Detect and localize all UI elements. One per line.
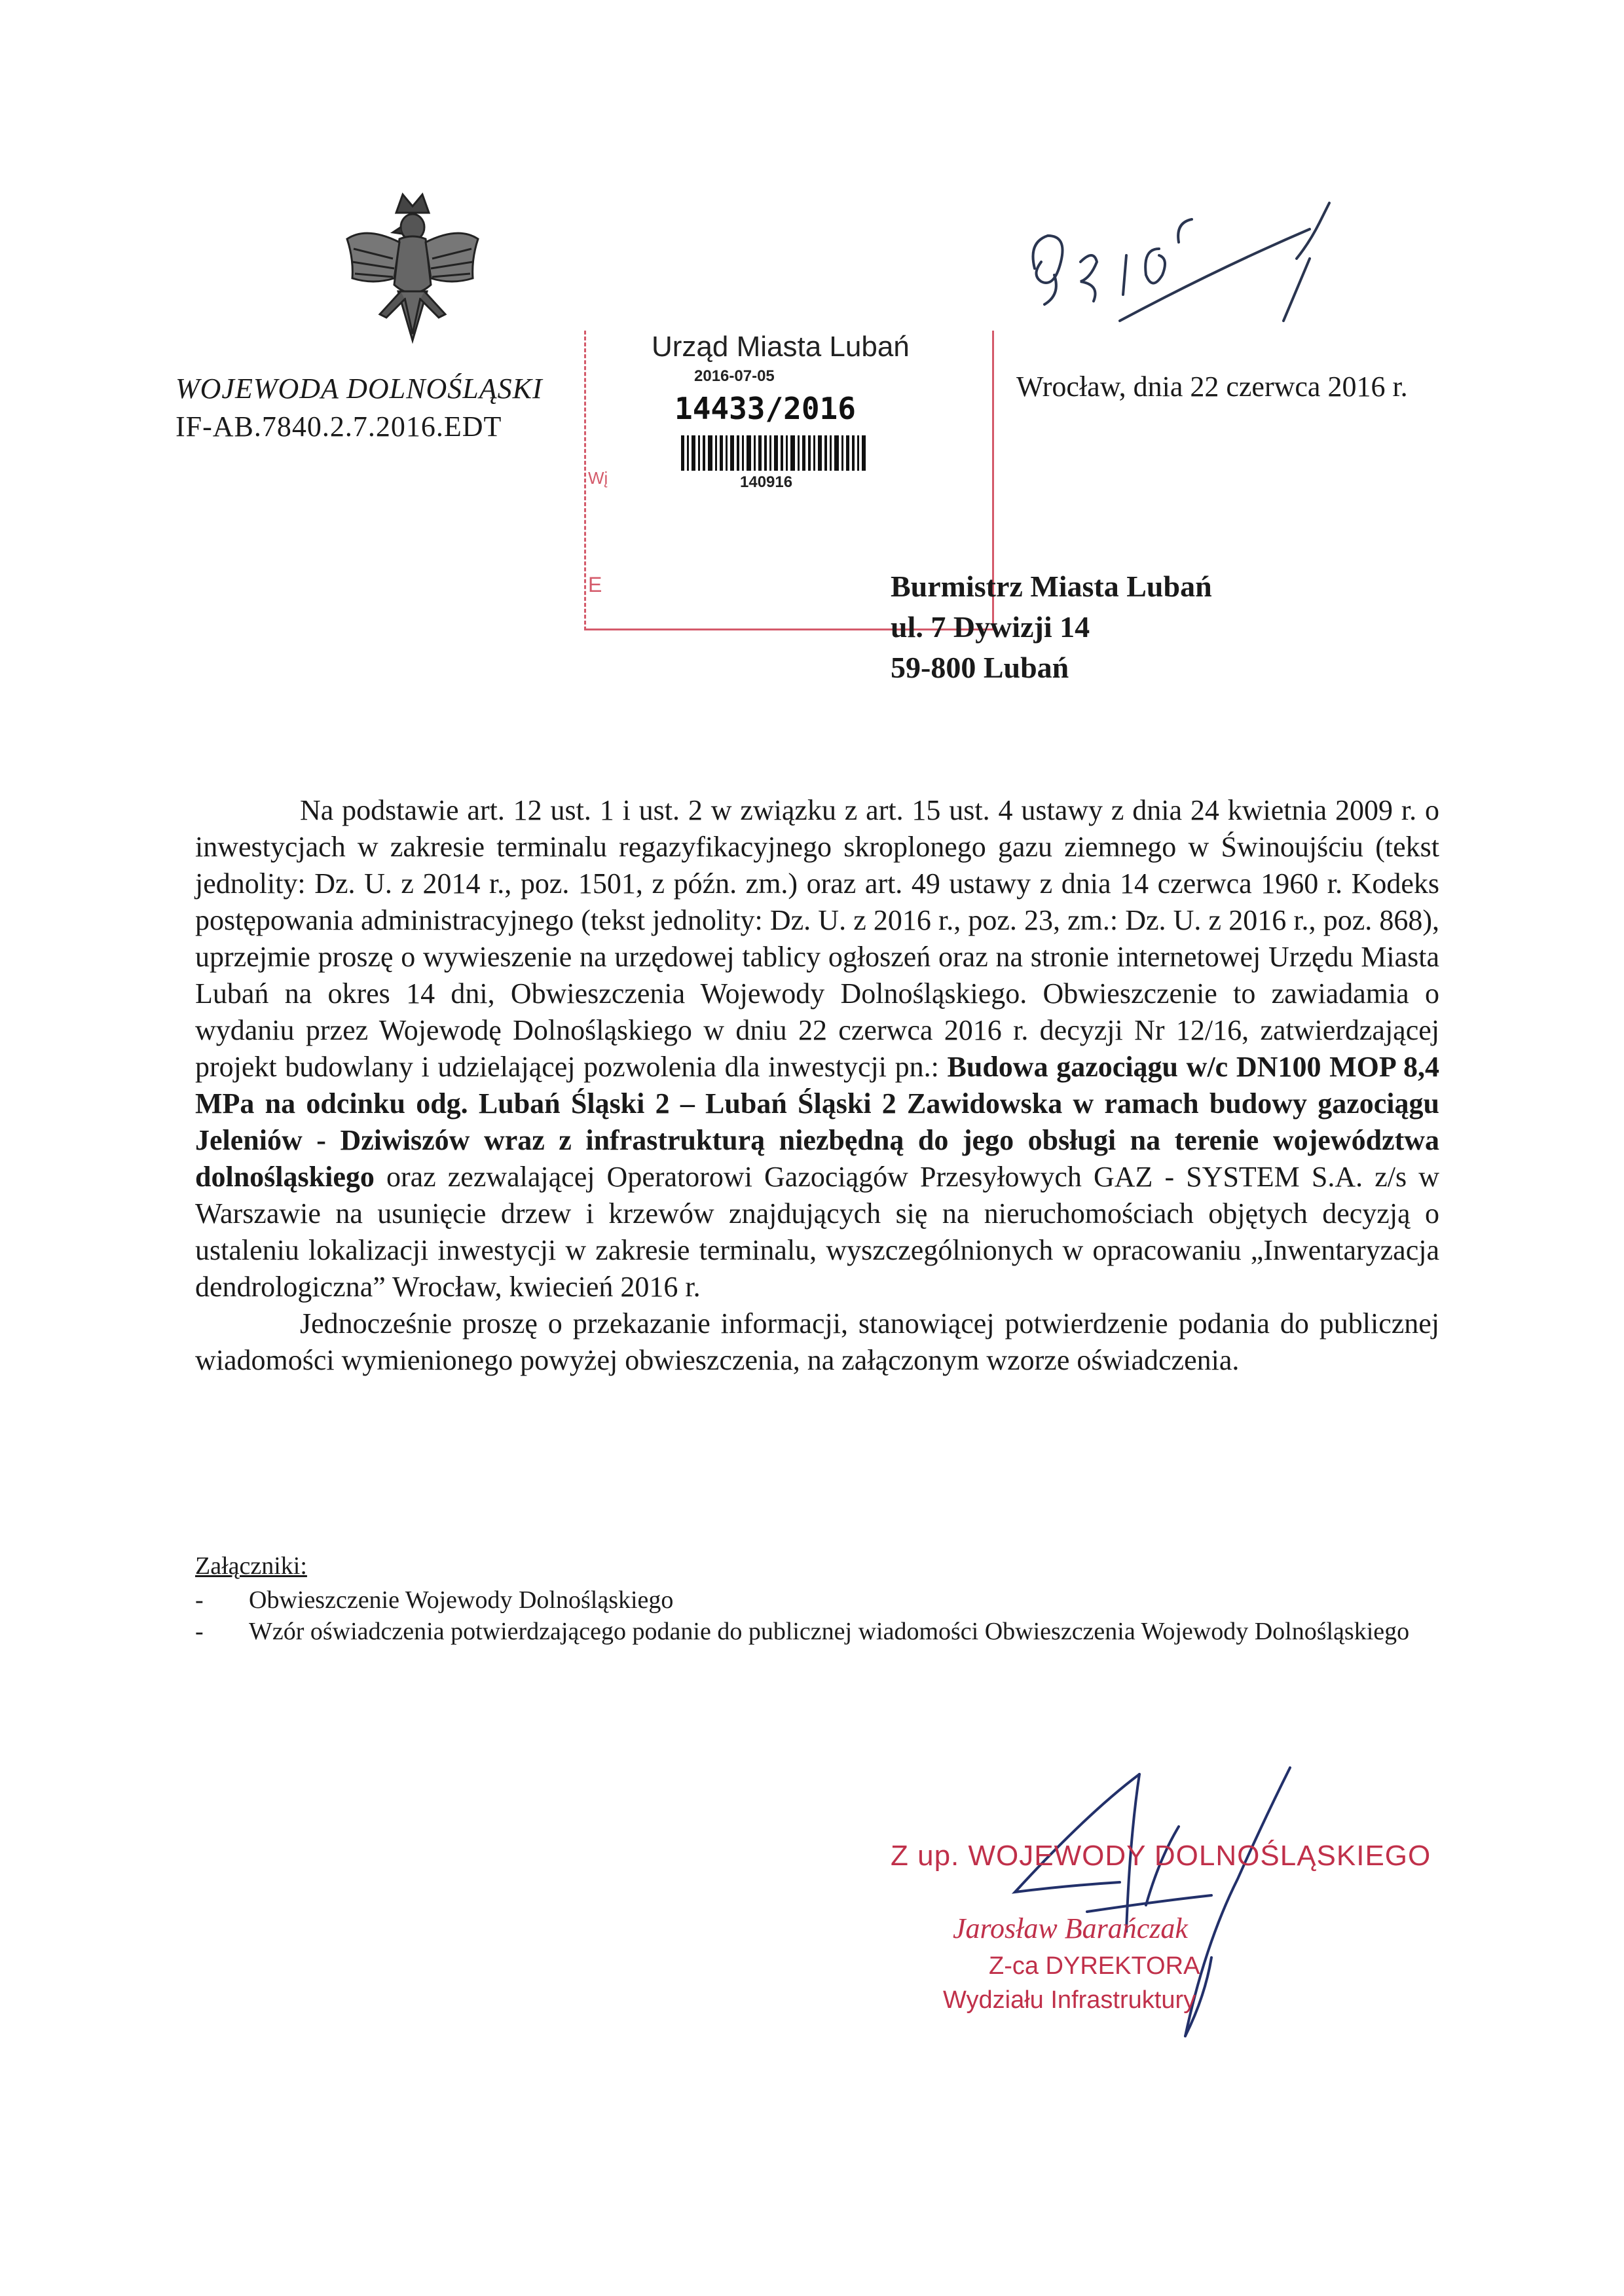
body-paragraph-2: Jednocześnie proszę o przekazanie informacji, stanowiącej potwierdzenie podania do publicznej wiadomości wymienionego powyżej obwieszczenia, na załączonym wzorze oświadczenia. [195,1307,1439,1376]
stamp-title: Urząd Miasta Lubań [652,331,910,363]
signature-authority: Z up. WOJEWODY DOLNOŚLĄSKIEGO [891,1840,1431,1872]
attachments-section [195,1550,1439,1647]
attachment-item: - Wzór oświadczenia potwierdzającego podanie do publicznej wiadomości Obwieszczenia Wojewody Dolnośląskiego [195,1616,1439,1647]
stamp-mark-w: Wį [588,468,608,488]
signatory-name: Jarosław Barańczak [953,1912,1188,1944]
stamp-date: 2016-07-05 [694,367,775,385]
bullet-dash: - [195,1586,204,1614]
attachments-list [195,1584,1439,1647]
signatory-position: Z-ca DYREKTORA [989,1952,1200,1980]
sender-block [175,370,543,446]
polish-eagle-emblem [341,187,485,357]
body-paragraph-1-end: oraz zezwalającej Operatorowi Gazociągów Przesyłowych GAZ - SYSTEM S.A. z/s w Warszawie na usunięcie drzew i krzewów znajdujących się na nieruchomościach objętych decyzją o ustaleniu lokalizacji inwestycji w zakresie terminalu, wyszczególnionych w opracowaniu „Inwentaryzacja dendrologiczna” Wrocław, kwiecień 2016 r. [195,1161,1439,1303]
investment-name: Budowa gazociągu w/c DN100 MOP 8,4 MPa na odcinku odg. Lubań Śląski 2 – Lubań Śląski 2 Zawidowska w ramach budowy gazociągu Jeleniów - Dziwiszów wraz z infrastrukturą niezbędną do jego obsługi na terenie województwa dolnośląskiego [195,1051,1439,1193]
recipient-city: 59-800 Lubań [891,651,1069,684]
sender-organization: WOJEWODA DOLNOŚLĄSKI [175,373,543,405]
bullet-dash: - [195,1618,204,1645]
recipient-street: ul. 7 Dywizji 14 [891,610,1090,644]
recipient-block [891,566,1212,688]
body-paragraph-1 [195,792,1439,1305]
recipient-name: Burmistrz Miasta Lubań [891,570,1212,603]
stamp-number: 14433/2016 [674,391,856,426]
attachments-title: Załączniki: [195,1552,307,1580]
handwritten-note [1022,196,1375,340]
letter-body [195,792,1439,1379]
place-date: Wrocław, dnia 22 czerwca 2016 r. [1016,371,1408,403]
stamp-mark-e: E [588,573,602,596]
reference-number: IF-AB.7840.2.7.2016.EDT [175,410,502,443]
attachment-item: - Obwieszczenie Wojewody Dolnośląskiego [195,1584,1439,1616]
signatory-department: Wydziału Infrastruktury [943,1986,1196,2014]
body-paragraph-1-text: Na podstawie art. 12 ust. 1 i ust. 2 w związku z art. 15 ust. 4 ustawy z dnia 24 kwietnia 2009 r. o inwestycjach w zakresie terminalu regazyfikacyjnego skroplonego gazu ziemnego w Świnoujściu (tekst jednolity: Dz. U. z 2014 r., poz. 1501, z późn. zm.) oraz art. 49 ustawy z dnia 14 czerwca 1960 r. Kodeks postępowania administracyjnego (tekst jednolity: Dz. U. z 2016 r., poz. 23, zm.: Dz. U. z 2016 r., poz. 868), uprzejmie proszę o wywieszenie na urzędowej tablicy ogłoszeń oraz na stronie internetowej Urzędu Miasta Lubań na okres 14 dni, Obwieszczenia Wojewody Dolnośląskiego. Obwieszczenie to zawiadamia o wydaniu przez Wojewodę Dolnośląskiego w dniu 22 czerwca 2016 r. decyzji Nr 12/16, zatwierdzającej projekt budowlany i udzielającej pozwolenia dla inwestycji pn.: [195,794,1439,1083]
stamp-code: 140916 [740,473,793,491]
barcode [681,435,871,471]
